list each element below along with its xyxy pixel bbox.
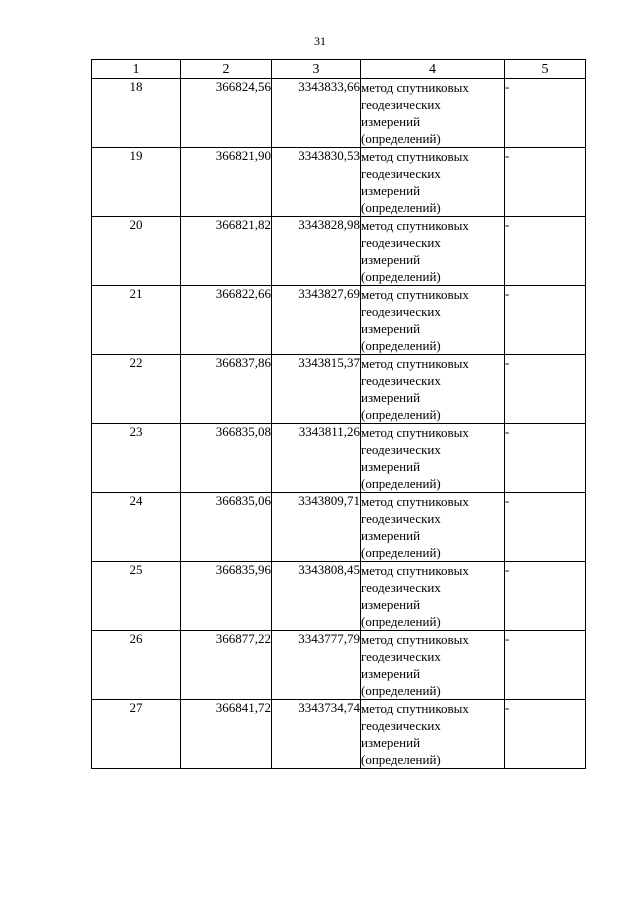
method-line: геодезических	[361, 166, 441, 181]
method-line: геодезических	[361, 373, 441, 388]
table-row	[92, 700, 586, 769]
method-cell	[361, 700, 505, 769]
coordinates-table	[91, 59, 586, 769]
method-line: геодезических	[361, 304, 441, 319]
method-line: метод спутниковых	[361, 701, 469, 716]
note-cell: -	[505, 355, 586, 424]
x-coordinate-cell: 366824,56	[181, 79, 272, 148]
method-cell	[361, 148, 505, 217]
y-coordinate-cell: 3343815,37	[272, 355, 361, 424]
table-row	[92, 286, 586, 355]
note-cell: -	[505, 217, 586, 286]
point-number-cell: 24	[92, 493, 181, 562]
note-cell: -	[505, 424, 586, 493]
y-coordinate-cell: 3343828,98	[272, 217, 361, 286]
method-line: метод спутниковых	[361, 494, 469, 509]
table-row	[92, 493, 586, 562]
point-number-cell: 25	[92, 562, 181, 631]
note-cell: -	[505, 148, 586, 217]
method-line: геодезических	[361, 97, 441, 112]
method-line: геодезических	[361, 649, 441, 664]
note-cell: -	[505, 562, 586, 631]
table-header-row	[92, 60, 586, 79]
column-header-3: 3	[272, 60, 361, 79]
method-line: геодезических	[361, 442, 441, 457]
method-line: метод спутниковых	[361, 563, 469, 578]
method-line: измерений	[361, 528, 421, 543]
method-line: (определений)	[361, 338, 441, 353]
method-line: (определений)	[361, 683, 441, 698]
method-line: (определений)	[361, 407, 441, 422]
x-coordinate-cell: 366821,82	[181, 217, 272, 286]
y-coordinate-cell: 3343811,26	[272, 424, 361, 493]
x-coordinate-cell: 366877,22	[181, 631, 272, 700]
table-row	[92, 355, 586, 424]
table-row	[92, 148, 586, 217]
note-cell: -	[505, 493, 586, 562]
method-line: измерений	[361, 114, 421, 129]
method-line: геодезических	[361, 511, 441, 526]
method-line: измерений	[361, 597, 421, 612]
y-coordinate-cell: 3343830,53	[272, 148, 361, 217]
x-coordinate-cell: 366835,08	[181, 424, 272, 493]
table-row	[92, 424, 586, 493]
method-line: метод спутниковых	[361, 149, 469, 164]
y-coordinate-cell: 3343833,66	[272, 79, 361, 148]
y-coordinate-cell: 3343827,69	[272, 286, 361, 355]
x-coordinate-cell: 366822,66	[181, 286, 272, 355]
point-number-cell: 22	[92, 355, 181, 424]
x-coordinate-cell: 366835,06	[181, 493, 272, 562]
y-coordinate-cell: 3343777,79	[272, 631, 361, 700]
column-header-1: 1	[92, 60, 181, 79]
method-cell	[361, 424, 505, 493]
method-line: измерений	[361, 183, 421, 198]
method-line: (определений)	[361, 752, 441, 767]
note-cell: -	[505, 631, 586, 700]
method-line: измерений	[361, 390, 421, 405]
method-cell	[361, 562, 505, 631]
column-header-4: 4	[361, 60, 505, 79]
table-row	[92, 217, 586, 286]
x-coordinate-cell: 366835,96	[181, 562, 272, 631]
method-line: (определений)	[361, 269, 441, 284]
method-cell	[361, 355, 505, 424]
column-header-5: 5	[505, 60, 586, 79]
method-line: метод спутниковых	[361, 356, 469, 371]
point-number-cell: 23	[92, 424, 181, 493]
method-line: (определений)	[361, 545, 441, 560]
x-coordinate-cell: 366841,72	[181, 700, 272, 769]
method-line: метод спутниковых	[361, 287, 469, 302]
note-cell: -	[505, 700, 586, 769]
column-header-2: 2	[181, 60, 272, 79]
table-body	[92, 79, 586, 769]
method-line: метод спутниковых	[361, 218, 469, 233]
method-cell	[361, 79, 505, 148]
x-coordinate-cell: 366837,86	[181, 355, 272, 424]
point-number-cell: 27	[92, 700, 181, 769]
table-row	[92, 562, 586, 631]
table-row	[92, 631, 586, 700]
method-line: метод спутниковых	[361, 425, 469, 440]
method-line: (определений)	[361, 131, 441, 146]
method-line: (определений)	[361, 200, 441, 215]
page-number: 31	[314, 34, 326, 48]
point-number-cell: 26	[92, 631, 181, 700]
table-row	[92, 79, 586, 148]
method-line: метод спутниковых	[361, 80, 469, 95]
point-number-cell: 19	[92, 148, 181, 217]
point-number-cell: 21	[92, 286, 181, 355]
method-line: геодезических	[361, 235, 441, 250]
method-line: геодезических	[361, 718, 441, 733]
note-cell: -	[505, 286, 586, 355]
x-coordinate-cell: 366821,90	[181, 148, 272, 217]
method-cell	[361, 493, 505, 562]
method-line: измерений	[361, 252, 421, 267]
method-cell	[361, 217, 505, 286]
method-cell	[361, 631, 505, 700]
method-line: измерений	[361, 735, 421, 750]
point-number-cell: 18	[92, 79, 181, 148]
point-number-cell: 20	[92, 217, 181, 286]
method-line: геодезических	[361, 580, 441, 595]
note-cell: -	[505, 79, 586, 148]
method-line: измерений	[361, 321, 421, 336]
method-line: (определений)	[361, 476, 441, 491]
y-coordinate-cell: 3343808,45	[272, 562, 361, 631]
method-line: измерений	[361, 666, 421, 681]
method-line: (определений)	[361, 614, 441, 629]
y-coordinate-cell: 3343734,74	[272, 700, 361, 769]
method-line: метод спутниковых	[361, 632, 469, 647]
method-line: измерений	[361, 459, 421, 474]
method-cell	[361, 286, 505, 355]
y-coordinate-cell: 3343809,71	[272, 493, 361, 562]
